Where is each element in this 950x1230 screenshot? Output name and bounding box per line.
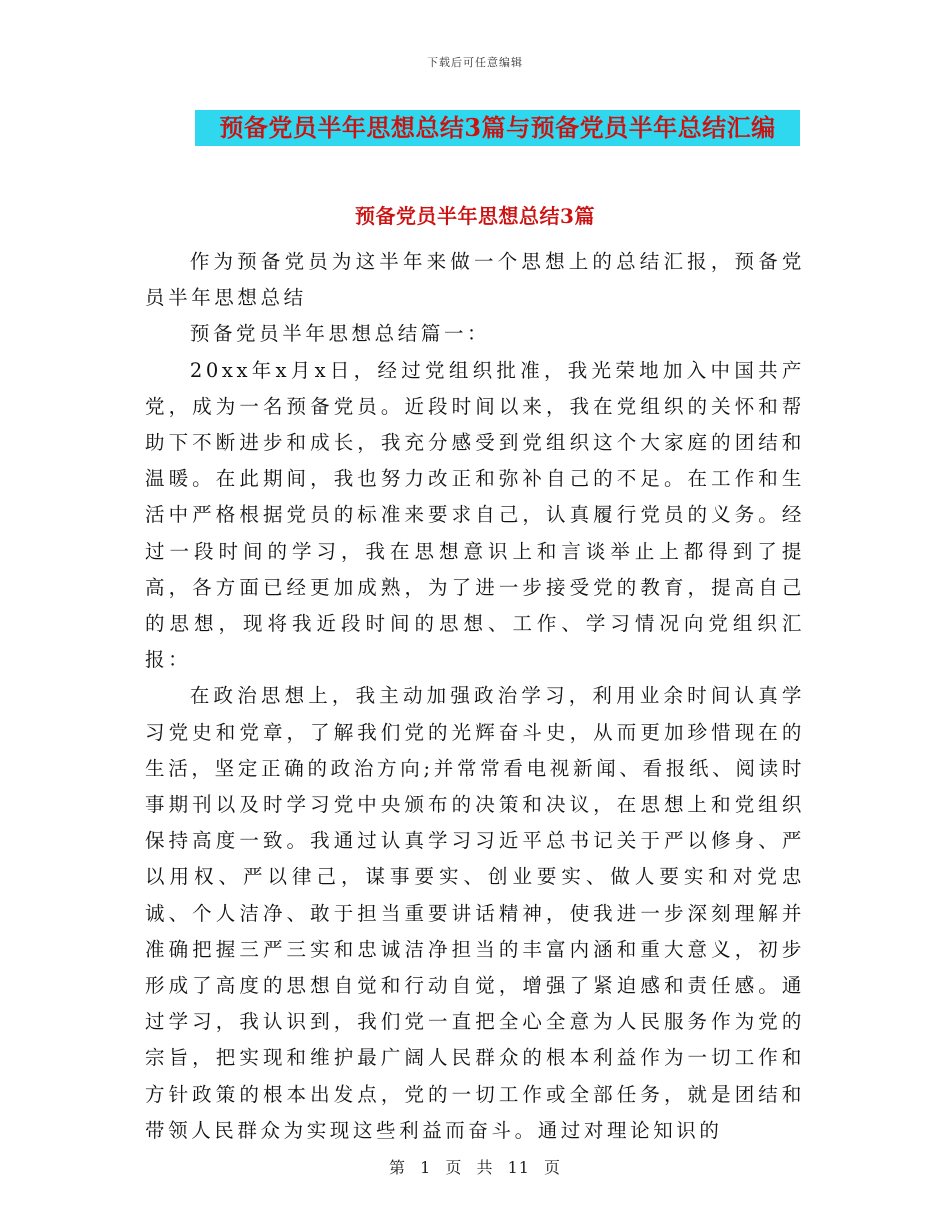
paragraph-joining: 20xx年x月x日，经过党组织批准，我光荣地加入中国共产党，成为一名预备党员。近段时间以来，我在党组织的关怀和帮助下不断进步和成长，我充分感受到党组织这个大家庭的团结和温暖。在此期间，我也努力改正和弥补自己的不足。在工作和生活中严格根据党员的标准来要求自己，认真履行党员的义务。经过一段时间的学习，我在思想意识上和言谈举止上都得到了提高，各方面已经更加成熟，为了进一步接受党的教育，提高自己的思想，现将我近段时间的思想、工作、学习情况向党组织汇报： [145,358,805,672]
main-title-highlight [195,110,800,146]
footer-page-label: 页 [445,1158,463,1177]
page-footer [0,1155,950,1178]
footer-total-prefix: 共 [476,1158,494,1177]
section-title: 预备党员半年思想总结3篇 [355,204,595,228]
main-title: 预备党员半年思想总结3篇与预备党员半年总结汇编 [219,113,776,142]
header-note: 下载后可任意编辑 [427,56,523,69]
body-text [145,244,805,1149]
footer-prefix: 第 [388,1158,406,1177]
paragraph-intro: 作为预备党员为这半年来做一个思想上的总结汇报，预备党员半年思想总结 [145,250,805,310]
paragraph-political-thought: 在政治思想上，我主动加强政治学习，利用业余时间认真学习党史和党章，了解我们党的光辉奋斗史，从而更加珍惜现在的生活，坚定正确的政治方向;并常常看电视新闻、看报纸、阅读时事期刊以及时学习党中央颁布的决策和决议，在思想上和党组织保持高度一致。我通过认真学习习近平总书记关于严以修身、严以用权、严以律己，谋事要实、创业要实、做人要实和对党忠诚、个人洁净、敢于担当重要讲话精神，使我进一步深刻理解并准确把握三严三实和忠诚洁净担当的丰富内涵和重大意义，初步形成了高度的思想自觉和行动自觉，增强了紧迫感和责任感。通过学习，我认识到，我们党一直把全心全意为人民服务作为党的宗旨，把实现和维护最广阔人民群众的根本利益作为一切工作和方针政策的根本出发点，党的一切工作或全部任务，就是团结和带领人民群众为实现这些利益而奋斗。通过对理论知识的 [145,684,805,1142]
footer-total-suffix: 页 [544,1158,562,1177]
paragraph-part-heading: 预备党员半年思想总结篇一： [189,322,491,346]
footer-page-number: 1 [420,1158,432,1177]
footer-total-pages: 11 [507,1158,530,1177]
